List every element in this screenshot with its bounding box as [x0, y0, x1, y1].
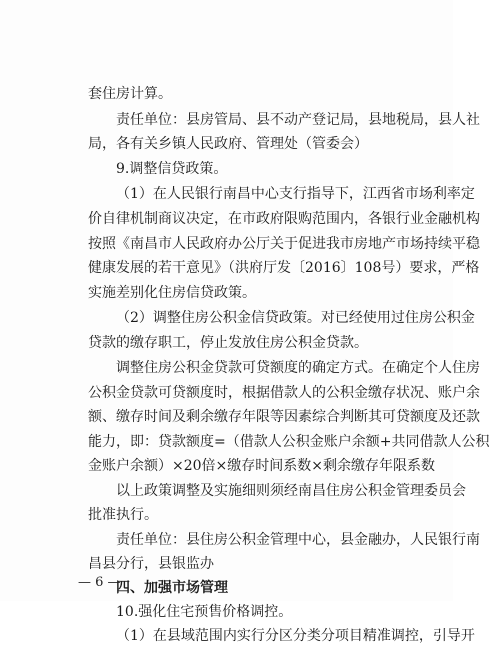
text-line: 按照《南昌市人民政府办公厅关于促进我市房地产市场持续平稳: [88, 236, 480, 252]
page-number: — 6 —: [78, 575, 121, 590]
text-line: 实施差别化住房信贷政策。: [88, 285, 256, 301]
text-line: 金账户余额）×20倍×缴存时间系数×剩余缴存年限系数: [88, 458, 436, 474]
text-line: 10.强化住宅预售价格调控。: [116, 604, 293, 620]
text-line: 昌县分行，县银监办: [88, 556, 214, 572]
text-line: 价自律机制商议决定，在市政府限购范围内，各银行业金融机构: [88, 211, 480, 227]
text-line: 以上政策调整及实施细则须经南昌住房公积金管理委员会: [116, 483, 466, 499]
section-subtitle: 9.调整信贷政策。: [116, 161, 228, 177]
text-line: 调整住房公积金贷款可贷额度的确定方式。在确定个人住房: [116, 360, 480, 376]
text-line: 能力，即：贷款额度=（借款人公积金账户余额+共同借款人公积: [88, 434, 489, 450]
section-heading: 四、加强市场管理: [116, 580, 228, 596]
text-line: （1）在县域范围内实行分区分类分项目精准调控，引导开: [116, 628, 475, 644]
text-line: 健康发展的若干意见》（洪府厅发〔2016〕108号）要求，严格: [88, 260, 480, 276]
text-line: 公积金贷款可贷额度时，根据借款人的公积金缴存状况、账户余: [88, 385, 480, 401]
text-line: （2）调整住房公积金信贷政策。对已经使用过住房公积金: [116, 310, 475, 326]
text-line: 贷款的缴存职工，停止发放住房公积金贷款。: [88, 335, 368, 351]
text-line: 责任单位：县房管局、县不动产登记局，县地税局，县人社: [116, 112, 480, 128]
text-line: （1）在人民银行南昌中心支行指导下，江西省市场利率定: [116, 186, 475, 202]
text-line: 批准执行。: [88, 507, 158, 523]
text-line: 责任单位：县住房公积金管理中心，县金融办，人民银行南: [116, 532, 480, 548]
text-line: 局，各有关乡镇人民政府、管理处（管委会）: [88, 136, 368, 152]
text-line: 套住房计算。: [88, 86, 172, 102]
text-line: 额、缴存时间及剩余缴存年限等因素综合判断其可贷额度及还款: [88, 409, 480, 425]
